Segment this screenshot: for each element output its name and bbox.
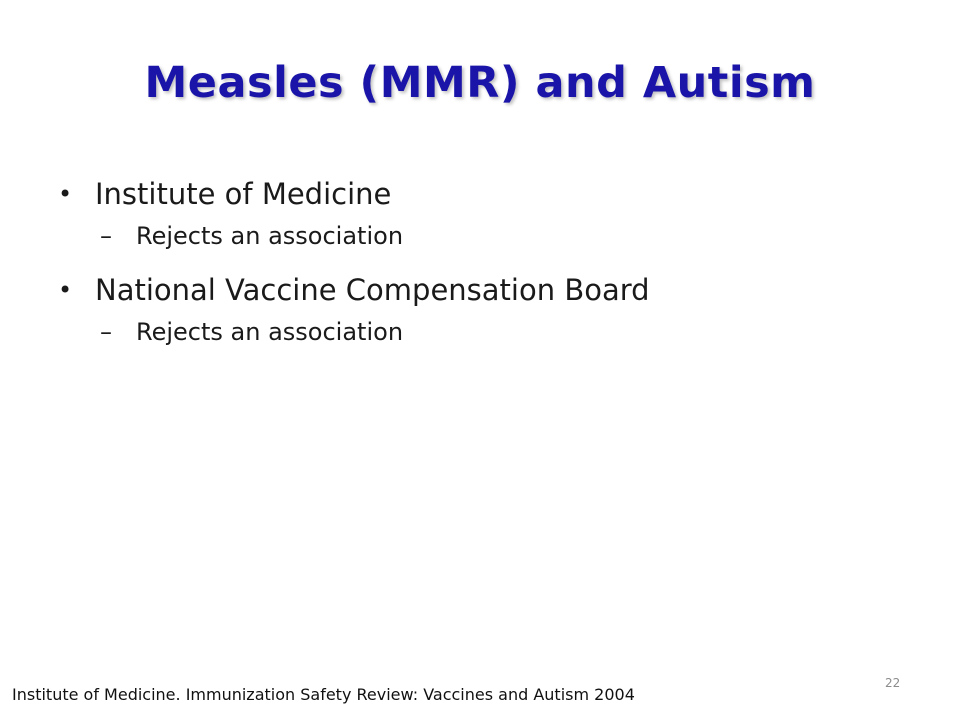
sub-bullet-text: Rejects an association bbox=[136, 318, 404, 346]
bullet-marker: • bbox=[58, 276, 73, 304]
bullet-text: Institute of Medicine bbox=[95, 177, 392, 211]
slide-body bbox=[58, 172, 918, 364]
slide-title: Measles (MMR) and Autism bbox=[144, 58, 816, 108]
bullet-item bbox=[58, 268, 918, 312]
sub-bullet-item bbox=[58, 312, 918, 352]
citation-footnote: Institute of Medicine. Immunization Safety Review: Vaccines and Autism 2004 bbox=[12, 685, 635, 704]
bullet-marker: • bbox=[58, 180, 73, 208]
page-number: 22 bbox=[885, 676, 901, 690]
bullet-text: National Vaccine Compensation Board bbox=[95, 273, 650, 307]
sub-bullet-marker: – bbox=[100, 318, 112, 346]
sub-bullet-text: Rejects an association bbox=[136, 222, 404, 250]
sub-bullet-marker: – bbox=[100, 222, 112, 250]
bullet-item bbox=[58, 172, 918, 216]
sub-bullet-item bbox=[58, 216, 918, 256]
